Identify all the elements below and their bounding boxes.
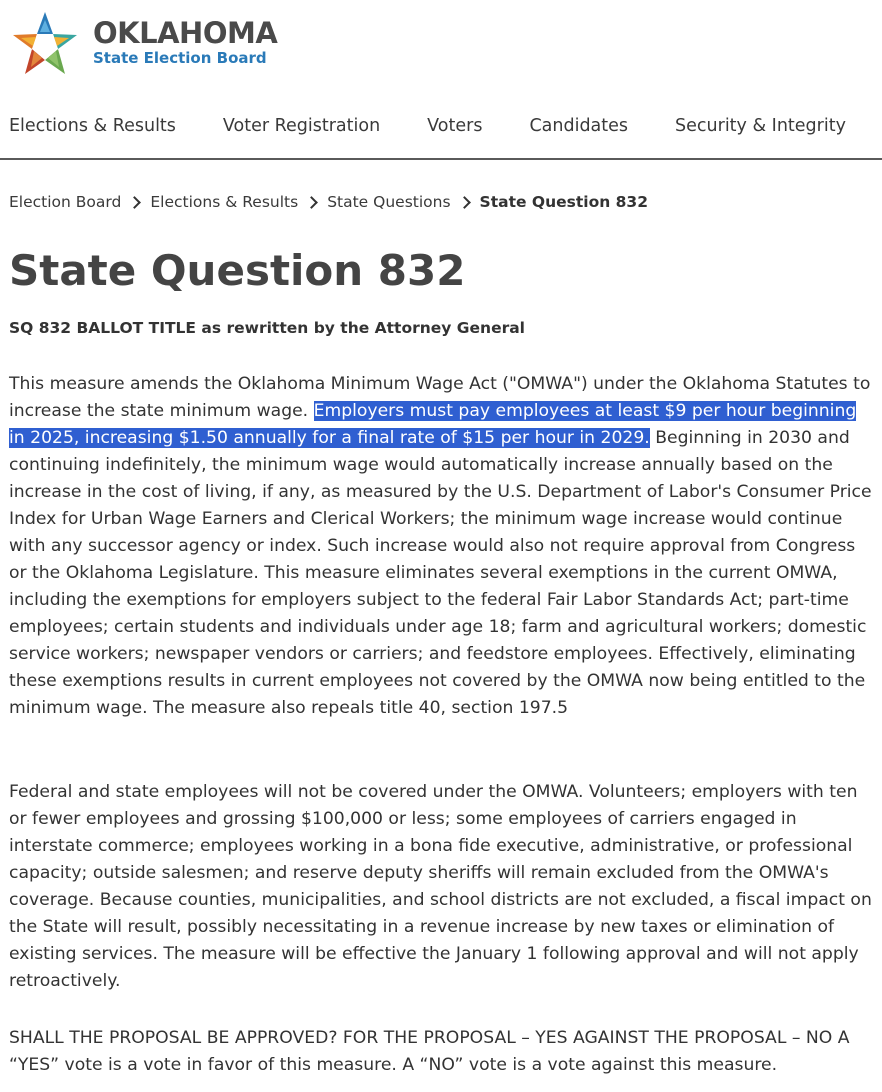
chevron-right-icon: [305, 196, 318, 209]
main-nav: [9, 114, 846, 138]
chevron-right-icon: [458, 196, 471, 209]
ballot-title-heading: SQ 832 BALLOT TITLE as rewritten by the Attorney General: [9, 319, 525, 337]
site-logo[interactable]: [9, 10, 277, 82]
nav-elections-results[interactable]: Elections & Results: [9, 116, 176, 136]
nav-voters[interactable]: Voters: [427, 116, 483, 136]
nav-candidates[interactable]: Candidates: [529, 116, 629, 136]
nav-voter-registration[interactable]: Voter Registration: [222, 116, 381, 136]
oklahoma-star-logo-icon: [9, 10, 81, 82]
paragraph-1-rest: Beginning in 2030 and continuing indefinitely, the minimum wage would automatically increase annually based on the increase in the cost of living, if any, as measured by the U.S. Department of Labor's Consumer Price Index for Urban Wage Earners and Clerical Workers; the minimum wage increase would continue with any successor agency or index. Such increase would also not require approval from Congress or the Oklahoma Legislature. This measure eliminates several exemptions in the current OMWA, including the exemptions for employers subject to the federal Fair Labor Standards Act; part-time employees; certain students and individuals under age 18; farm and agricultural workers; domestic service workers; newspaper vendors or carriers; and feedstore employees. Effectively, eliminating these exemptions results in current employees not covered by the OMWA now being entitled to the minimum wage. The measure also repeals title 40, section 197.5: [9, 428, 872, 718]
brand-title: OKLAHOMA: [93, 16, 278, 50]
ballot-paragraph-2: Federal and state employees will not be covered under the OMWA. Volunteers; employers with ten or fewer employees and grossing $100,000 or less; some employees of carriers engaged in interstate commerce; employees working in a bona fide executive, administrative, or professional capacity; outside salesmen; and reserve deputy sheriffs will remain excluded from the OMWA's coverage. Because counties, municipalities, and school districts are not excluded, a fiscal impact on the State will result, possibly necessitating in a revenue increase by new taxes or elimination of existing services. The measure will be effective the January 1 following approval and will not apply retroactively.: [9, 782, 872, 991]
breadcrumb-election-board[interactable]: Election Board: [9, 193, 122, 211]
selected-text-highlight: Employers must pay employees at least $9 per hour beginning in 2025, increasing $1.50 annually for a final rate of $15 per hour in 2029.: [9, 401, 857, 448]
paragraph-1-intro: This measure amends the Oklahoma Minimum Wage Act ("OMWA") under the Oklahoma Statutes to increase the state minimum wage.: [9, 374, 871, 421]
breadcrumb-elections-results[interactable]: Elections & Results: [150, 193, 299, 211]
ballot-question-paragraph: SHALL THE PROPOSAL BE APPROVED? FOR THE PROPOSAL – YES AGAINST THE PROPOSAL – NO A “YES” vote is a vote in favor of this measure. A “NO” vote is a vote against this measure.: [9, 1028, 850, 1075]
nav-security-integrity[interactable]: Security & Integrity: [675, 116, 846, 136]
breadcrumb-current: State Question 832: [479, 193, 649, 211]
site-header: [0, 0, 882, 160]
breadcrumb-state-questions[interactable]: State Questions: [327, 193, 451, 211]
page-title: State Question 832: [9, 246, 466, 295]
brand-subtitle: State Election Board: [93, 49, 267, 67]
breadcrumb: [9, 191, 648, 213]
chevron-right-icon: [128, 196, 141, 209]
ballot-paragraph-1: [9, 371, 875, 722]
